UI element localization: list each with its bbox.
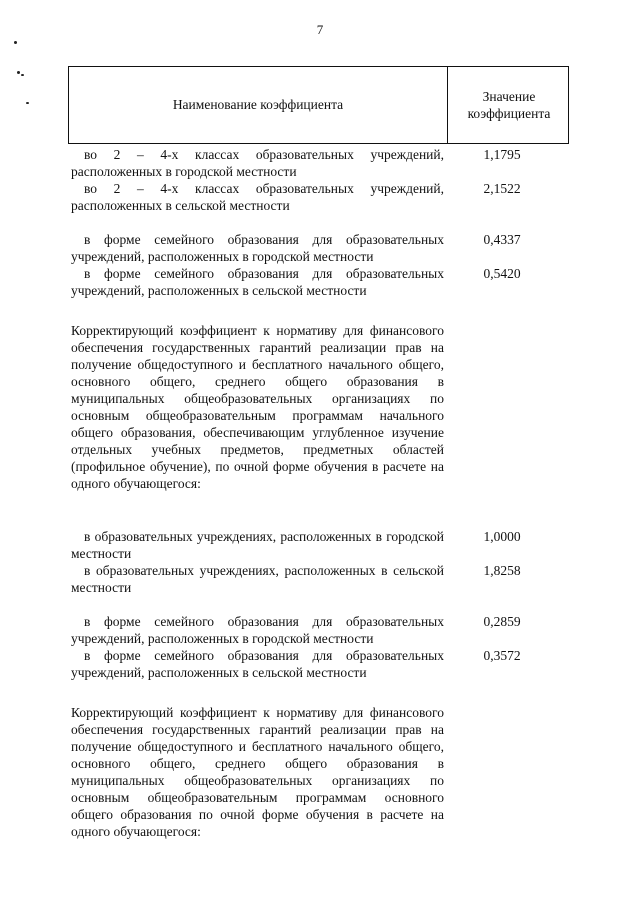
table-row-desc: во 2 – 4-х классах образовательных учреждений, расположенных в городской местности <box>71 147 444 179</box>
header-value-line2: коэффициента <box>467 106 551 121</box>
table-row-value: 0,3572 <box>483 648 521 663</box>
table-row-value: 0,5420 <box>483 266 521 281</box>
table-row-value: 1,0000 <box>483 529 521 544</box>
table-row-desc: в форме семейного образования для образовательных учреждений, расположенных в сельской местности <box>71 266 444 298</box>
table-row-value: 1,8258 <box>483 563 521 578</box>
scan-speck <box>17 71 20 74</box>
table-header <box>68 66 569 144</box>
page-number: 7 <box>316 22 324 37</box>
table-row-value: 0,4337 <box>483 232 521 247</box>
header-value-line1: Значение <box>482 89 536 104</box>
table-row-value: 2,1522 <box>483 181 521 196</box>
table-row-desc: в образовательных учреждениях, расположенных в сельской местности <box>71 563 444 595</box>
scan-speck <box>14 41 17 44</box>
scan-speck <box>26 102 29 104</box>
coefficient-paragraph: Корректирующий коэффициент к нормативу для финансового обеспечения государственных гарантий реализации прав на получение общедоступного и бесплатного начального общего, основного общего, среднего общего образования в муниципальных общеобразовательных организациях по основным общеобразовательным программам начального общего образования, обеспечивающим углубленное изучение отдельных учебных предметов, предметных областей (профильное обучение), по очной форме обучения в расчете на одного обучающегося: <box>71 323 444 491</box>
table-row-desc: во 2 – 4-х классах образовательных учреждений, расположенных в сельской местности <box>71 181 444 213</box>
scan-speck <box>21 74 24 76</box>
coefficient-paragraph: Корректирующий коэффициент к нормативу для финансового обеспечения государственных гарантий реализации прав на получение общедоступного и бесплатного начального общего, основного общего, среднего общего образования в муниципальных общеобразовательных организациях по основным общеобразовательным программам основного общего образования по очной форме обучения в расчете на одного обучающегося: <box>71 705 444 839</box>
table-row-desc: в форме семейного образования для образовательных учреждений, расположенных в сельской местности <box>71 648 444 680</box>
header-coefficient-name: Наименование коэффициента <box>172 97 344 112</box>
table-row-desc: в образовательных учреждениях, расположенных в городской местности <box>71 529 444 561</box>
table-row-desc: в форме семейного образования для образовательных учреждений, расположенных в городской местности <box>71 232 444 264</box>
table-row-value: 1,1795 <box>483 147 521 162</box>
header-coefficient-value <box>448 88 570 122</box>
table-row-value: 0,2859 <box>483 614 521 629</box>
table-row-desc: в форме семейного образования для образовательных учреждений, расположенных в городской местности <box>71 614 444 646</box>
